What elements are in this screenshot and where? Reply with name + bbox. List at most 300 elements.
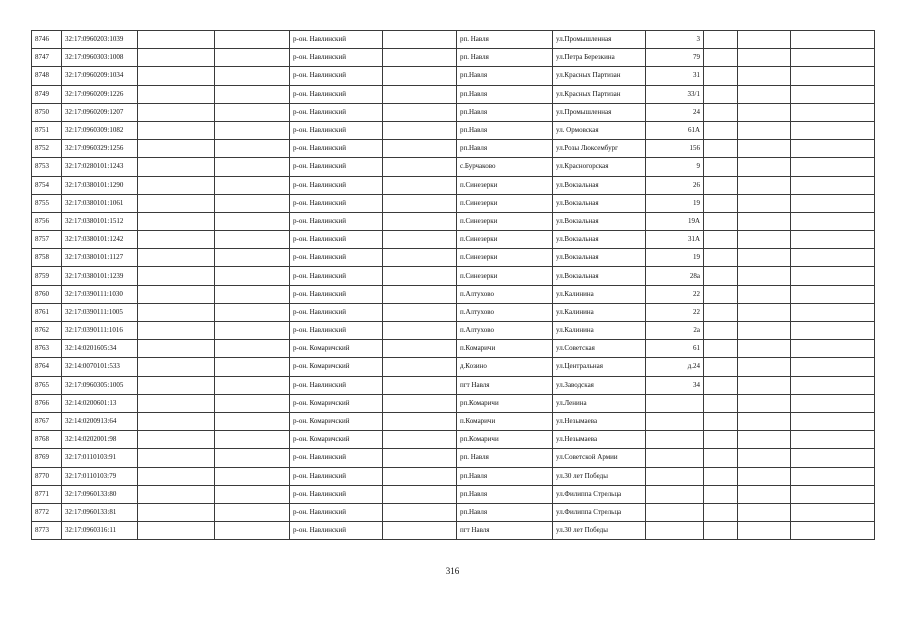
- empty-cell: [704, 467, 738, 485]
- cadastral-number-cell: 32:17:0960329:1256: [62, 140, 138, 158]
- cadastral-number-cell: 32:17:0380101:1242: [62, 231, 138, 249]
- locality-cell: пгт Навля: [457, 376, 553, 394]
- empty-cell: [791, 49, 875, 67]
- empty-cell: [383, 431, 457, 449]
- locality-cell: рп.Навля: [457, 85, 553, 103]
- empty-cell: [704, 67, 738, 85]
- empty-cell: [738, 322, 791, 340]
- row-number-cell: 8771: [32, 485, 62, 503]
- row-number-cell: 8747: [32, 49, 62, 67]
- row-number-cell: 8754: [32, 176, 62, 194]
- empty-cell: [215, 376, 290, 394]
- empty-cell: [704, 503, 738, 521]
- empty-cell: [704, 285, 738, 303]
- locality-cell: п.Алтухово: [457, 322, 553, 340]
- house-number-cell: [646, 485, 704, 503]
- table-row: [32, 285, 875, 303]
- empty-cell: [738, 285, 791, 303]
- empty-cell: [738, 267, 791, 285]
- table-row: [32, 376, 875, 394]
- empty-cell: [738, 503, 791, 521]
- street-cell: ул.30 лет Победы: [553, 467, 646, 485]
- street-cell: ул.Промышленная: [553, 103, 646, 121]
- row-number-cell: 8765: [32, 376, 62, 394]
- row-number-cell: 8772: [32, 503, 62, 521]
- empty-cell: [738, 31, 791, 49]
- empty-cell: [383, 394, 457, 412]
- empty-cell: [738, 358, 791, 376]
- empty-cell: [383, 31, 457, 49]
- cadastral-number-cell: 32:17:0960316:11: [62, 522, 138, 540]
- region-cell: р-он. Навлинский: [290, 285, 383, 303]
- empty-cell: [791, 194, 875, 212]
- row-number-cell: 8755: [32, 194, 62, 212]
- empty-cell: [138, 522, 215, 540]
- row-number-cell: 8758: [32, 249, 62, 267]
- empty-cell: [791, 358, 875, 376]
- empty-cell: [738, 431, 791, 449]
- table-row: [32, 503, 875, 521]
- locality-cell: пгт Навля: [457, 522, 553, 540]
- cadastral-number-cell: 32:17:0960203:1039: [62, 31, 138, 49]
- locality-cell: рп.Навля: [457, 67, 553, 85]
- locality-cell: рп.Комаричи: [457, 394, 553, 412]
- empty-cell: [704, 249, 738, 267]
- house-number-cell: 61: [646, 340, 704, 358]
- empty-cell: [383, 358, 457, 376]
- empty-cell: [383, 231, 457, 249]
- row-number-cell: 8748: [32, 67, 62, 85]
- cadastral-number-cell: 32:17:0960209:1226: [62, 85, 138, 103]
- street-cell: ул.Красных Партизан: [553, 67, 646, 85]
- empty-cell: [738, 212, 791, 230]
- empty-cell: [383, 285, 457, 303]
- empty-cell: [383, 103, 457, 121]
- locality-cell: п.Алтухово: [457, 303, 553, 321]
- street-cell: ул.Красногорская: [553, 158, 646, 176]
- empty-cell: [383, 176, 457, 194]
- street-cell: ул.Вокзальная: [553, 194, 646, 212]
- empty-cell: [791, 522, 875, 540]
- empty-cell: [138, 340, 215, 358]
- house-number-cell: 34: [646, 376, 704, 394]
- empty-cell: [704, 340, 738, 358]
- cadastral-number-cell: 32:17:0380101:1061: [62, 194, 138, 212]
- table-row: [32, 49, 875, 67]
- empty-cell: [791, 449, 875, 467]
- empty-cell: [138, 231, 215, 249]
- cadastral-number-cell: 32:17:0960209:1207: [62, 103, 138, 121]
- region-cell: р-он. Навлинский: [290, 103, 383, 121]
- empty-cell: [704, 31, 738, 49]
- empty-cell: [383, 249, 457, 267]
- empty-cell: [138, 249, 215, 267]
- cadastral-number-cell: 32:14:0201605:34: [62, 340, 138, 358]
- cadastral-number-cell: 32:17:0390111:1016: [62, 322, 138, 340]
- table-row: [32, 140, 875, 158]
- empty-cell: [738, 376, 791, 394]
- empty-cell: [215, 449, 290, 467]
- row-number-cell: 8753: [32, 158, 62, 176]
- cadastral-number-cell: 32:17:0390111:1030: [62, 285, 138, 303]
- street-cell: ул.Советской Армии: [553, 449, 646, 467]
- empty-cell: [383, 67, 457, 85]
- region-cell: р-он. Комаричский: [290, 358, 383, 376]
- empty-cell: [738, 176, 791, 194]
- locality-cell: п.Синезерки: [457, 194, 553, 212]
- table-row: [32, 358, 875, 376]
- empty-cell: [704, 267, 738, 285]
- locality-cell: п.Синезерки: [457, 212, 553, 230]
- empty-cell: [138, 358, 215, 376]
- street-cell: ул.Вокзальная: [553, 176, 646, 194]
- region-cell: р-он. Навлинский: [290, 467, 383, 485]
- house-number-cell: 61А: [646, 121, 704, 139]
- cadastral-number-cell: 32:17:0960133:80: [62, 485, 138, 503]
- empty-cell: [738, 194, 791, 212]
- region-cell: р-он. Комаричский: [290, 431, 383, 449]
- street-cell: ул.Вокзальная: [553, 212, 646, 230]
- empty-cell: [215, 140, 290, 158]
- empty-cell: [738, 49, 791, 67]
- street-cell: ул.Незымаева: [553, 431, 646, 449]
- row-number-cell: 8751: [32, 121, 62, 139]
- empty-cell: [791, 231, 875, 249]
- region-cell: р-он. Навлинский: [290, 231, 383, 249]
- region-cell: р-он. Навлинский: [290, 303, 383, 321]
- row-number-cell: 8762: [32, 322, 62, 340]
- empty-cell: [215, 267, 290, 285]
- table-row: [32, 522, 875, 540]
- cadastral-number-cell: 32:14:0202001:98: [62, 431, 138, 449]
- locality-cell: рп.Навля: [457, 140, 553, 158]
- region-cell: р-он. Навлинский: [290, 158, 383, 176]
- house-number-cell: 28а: [646, 267, 704, 285]
- locality-cell: п.Комаричи: [457, 412, 553, 430]
- table-row: [32, 212, 875, 230]
- empty-cell: [704, 412, 738, 430]
- empty-cell: [704, 322, 738, 340]
- empty-cell: [383, 449, 457, 467]
- empty-cell: [215, 249, 290, 267]
- empty-cell: [215, 340, 290, 358]
- empty-cell: [704, 358, 738, 376]
- house-number-cell: [646, 412, 704, 430]
- empty-cell: [791, 103, 875, 121]
- empty-cell: [738, 303, 791, 321]
- table-row: [32, 194, 875, 212]
- region-cell: р-он. Навлинский: [290, 140, 383, 158]
- empty-cell: [791, 303, 875, 321]
- empty-cell: [215, 158, 290, 176]
- empty-cell: [791, 212, 875, 230]
- region-cell: р-он. Навлинский: [290, 49, 383, 67]
- house-number-cell: 3: [646, 31, 704, 49]
- empty-cell: [215, 67, 290, 85]
- region-cell: р-он. Навлинский: [290, 121, 383, 139]
- house-number-cell: 24: [646, 103, 704, 121]
- row-number-cell: 8764: [32, 358, 62, 376]
- empty-cell: [791, 121, 875, 139]
- street-cell: ул.Калинина: [553, 322, 646, 340]
- locality-cell: д.Козино: [457, 358, 553, 376]
- empty-cell: [215, 503, 290, 521]
- empty-cell: [138, 431, 215, 449]
- house-number-cell: 31А: [646, 231, 704, 249]
- region-cell: р-он. Навлинский: [290, 67, 383, 85]
- empty-cell: [138, 103, 215, 121]
- house-number-cell: 19: [646, 194, 704, 212]
- empty-cell: [138, 322, 215, 340]
- empty-cell: [383, 340, 457, 358]
- region-cell: р-он. Комаричский: [290, 340, 383, 358]
- house-number-cell: [646, 449, 704, 467]
- page-number: 316: [445, 566, 460, 576]
- table-row: [32, 31, 875, 49]
- region-cell: р-он. Навлинский: [290, 449, 383, 467]
- region-cell: р-он. Навлинский: [290, 485, 383, 503]
- empty-cell: [138, 158, 215, 176]
- row-number-cell: 8749: [32, 85, 62, 103]
- locality-cell: рп.Навля: [457, 485, 553, 503]
- region-cell: р-он. Навлинский: [290, 194, 383, 212]
- table-row: [32, 67, 875, 85]
- empty-cell: [383, 85, 457, 103]
- locality-cell: рп. Навля: [457, 31, 553, 49]
- cadastral-number-cell: 32:17:0110103:91: [62, 449, 138, 467]
- locality-cell: рп. Навля: [457, 449, 553, 467]
- empty-cell: [704, 140, 738, 158]
- empty-cell: [704, 49, 738, 67]
- table-row: [32, 449, 875, 467]
- row-number-cell: 8761: [32, 303, 62, 321]
- empty-cell: [704, 485, 738, 503]
- table-row: [32, 103, 875, 121]
- empty-cell: [138, 503, 215, 521]
- row-number-cell: 8746: [32, 31, 62, 49]
- cadastral-number-cell: 32:14:0070101:533: [62, 358, 138, 376]
- empty-cell: [704, 176, 738, 194]
- region-cell: р-он. Навлинский: [290, 322, 383, 340]
- empty-cell: [215, 394, 290, 412]
- table-row: [32, 394, 875, 412]
- row-number-cell: 8768: [32, 431, 62, 449]
- house-number-cell: [646, 394, 704, 412]
- empty-cell: [704, 158, 738, 176]
- empty-cell: [383, 522, 457, 540]
- house-number-cell: 9: [646, 158, 704, 176]
- empty-cell: [738, 121, 791, 139]
- empty-cell: [738, 467, 791, 485]
- empty-cell: [704, 212, 738, 230]
- empty-cell: [215, 358, 290, 376]
- empty-cell: [215, 412, 290, 430]
- empty-cell: [215, 31, 290, 49]
- cadastral-number-cell: 32:14:0200601:13: [62, 394, 138, 412]
- region-cell: р-он. Навлинский: [290, 31, 383, 49]
- empty-cell: [704, 522, 738, 540]
- row-number-cell: 8763: [32, 340, 62, 358]
- empty-cell: [738, 140, 791, 158]
- empty-cell: [738, 522, 791, 540]
- house-number-cell: 26: [646, 176, 704, 194]
- empty-cell: [704, 85, 738, 103]
- empty-cell: [791, 467, 875, 485]
- empty-cell: [704, 121, 738, 139]
- house-number-cell: [646, 431, 704, 449]
- house-number-cell: 22: [646, 285, 704, 303]
- empty-cell: [215, 485, 290, 503]
- empty-cell: [383, 467, 457, 485]
- street-cell: ул.Розы Люксембург: [553, 140, 646, 158]
- empty-cell: [738, 231, 791, 249]
- empty-cell: [215, 176, 290, 194]
- empty-cell: [738, 394, 791, 412]
- row-number-cell: 8766: [32, 394, 62, 412]
- table-row: [32, 485, 875, 503]
- empty-cell: [215, 303, 290, 321]
- empty-cell: [215, 231, 290, 249]
- empty-cell: [383, 194, 457, 212]
- registry-body: [32, 31, 875, 540]
- locality-cell: рп. Навля: [457, 49, 553, 67]
- row-number-cell: 8773: [32, 522, 62, 540]
- empty-cell: [791, 394, 875, 412]
- region-cell: р-он. Навлинский: [290, 249, 383, 267]
- locality-cell: рп.Навля: [457, 103, 553, 121]
- street-cell: ул.Филиппа Стрельца: [553, 503, 646, 521]
- empty-cell: [138, 376, 215, 394]
- empty-cell: [791, 67, 875, 85]
- row-number-cell: 8767: [32, 412, 62, 430]
- locality-cell: рп.Комаричи: [457, 431, 553, 449]
- house-number-cell: 31: [646, 67, 704, 85]
- street-cell: ул.Филиппа Стрельца: [553, 485, 646, 503]
- cadastral-number-cell: 32:17:0380101:1290: [62, 176, 138, 194]
- region-cell: р-он. Комаричский: [290, 394, 383, 412]
- street-cell: ул.Петра Березкина: [553, 49, 646, 67]
- empty-cell: [138, 449, 215, 467]
- empty-cell: [791, 503, 875, 521]
- empty-cell: [738, 67, 791, 85]
- locality-cell: рп.Навля: [457, 121, 553, 139]
- cadastral-number-cell: 32:17:0110103:79: [62, 467, 138, 485]
- empty-cell: [215, 194, 290, 212]
- locality-cell: п.Алтухово: [457, 285, 553, 303]
- cadastral-number-cell: 32:17:0960133:81: [62, 503, 138, 521]
- empty-cell: [138, 303, 215, 321]
- empty-cell: [791, 140, 875, 158]
- empty-cell: [215, 212, 290, 230]
- cadastral-number-cell: 32:14:0200913:64: [62, 412, 138, 430]
- region-cell: р-он. Навлинский: [290, 212, 383, 230]
- empty-cell: [791, 285, 875, 303]
- region-cell: р-он. Навлинский: [290, 267, 383, 285]
- empty-cell: [791, 340, 875, 358]
- registry-table: [31, 30, 875, 540]
- locality-cell: с.Бурчаково: [457, 158, 553, 176]
- empty-cell: [383, 503, 457, 521]
- street-cell: ул.Промышленная: [553, 31, 646, 49]
- cadastral-number-cell: 32:17:0960209:1034: [62, 67, 138, 85]
- table-row: [32, 267, 875, 285]
- house-number-cell: 33/1: [646, 85, 704, 103]
- street-cell: ул.Вокзальная: [553, 231, 646, 249]
- empty-cell: [738, 85, 791, 103]
- house-number-cell: 22: [646, 303, 704, 321]
- empty-cell: [215, 522, 290, 540]
- street-cell: ул.Калинина: [553, 285, 646, 303]
- empty-cell: [791, 267, 875, 285]
- house-number-cell: [646, 503, 704, 521]
- table-row: [32, 412, 875, 430]
- locality-cell: п.Синезерки: [457, 249, 553, 267]
- empty-cell: [215, 285, 290, 303]
- table-row: [32, 467, 875, 485]
- empty-cell: [738, 485, 791, 503]
- empty-cell: [791, 31, 875, 49]
- empty-cell: [704, 431, 738, 449]
- empty-cell: [383, 376, 457, 394]
- house-number-cell: [646, 522, 704, 540]
- empty-cell: [383, 121, 457, 139]
- locality-cell: рп.Навля: [457, 503, 553, 521]
- empty-cell: [215, 322, 290, 340]
- empty-cell: [138, 412, 215, 430]
- empty-cell: [791, 249, 875, 267]
- row-number-cell: 8760: [32, 285, 62, 303]
- region-cell: р-он. Навлинский: [290, 85, 383, 103]
- row-number-cell: 8756: [32, 212, 62, 230]
- empty-cell: [138, 394, 215, 412]
- registry-sheet: [31, 30, 874, 540]
- house-number-cell: 19: [646, 249, 704, 267]
- empty-cell: [704, 376, 738, 394]
- cadastral-number-cell: 32:17:0380101:1239: [62, 267, 138, 285]
- region-cell: р-он. Навлинский: [290, 522, 383, 540]
- row-number-cell: 8757: [32, 231, 62, 249]
- region-cell: р-он. Навлинский: [290, 176, 383, 194]
- table-row: [32, 121, 875, 139]
- region-cell: р-он. Навлинский: [290, 503, 383, 521]
- house-number-cell: д.24: [646, 358, 704, 376]
- empty-cell: [738, 158, 791, 176]
- empty-cell: [138, 285, 215, 303]
- row-number-cell: 8752: [32, 140, 62, 158]
- locality-cell: рп.Навля: [457, 467, 553, 485]
- empty-cell: [138, 85, 215, 103]
- empty-cell: [704, 194, 738, 212]
- street-cell: ул.Калинина: [553, 303, 646, 321]
- empty-cell: [215, 49, 290, 67]
- street-cell: ул.Вокзальная: [553, 267, 646, 285]
- empty-cell: [791, 158, 875, 176]
- empty-cell: [138, 121, 215, 139]
- empty-cell: [704, 303, 738, 321]
- house-number-cell: [646, 467, 704, 485]
- cadastral-number-cell: 32:17:0960305:1005: [62, 376, 138, 394]
- empty-cell: [791, 485, 875, 503]
- empty-cell: [138, 67, 215, 85]
- empty-cell: [138, 31, 215, 49]
- empty-cell: [704, 103, 738, 121]
- house-number-cell: 2а: [646, 322, 704, 340]
- empty-cell: [138, 194, 215, 212]
- empty-cell: [791, 85, 875, 103]
- empty-cell: [215, 467, 290, 485]
- empty-cell: [383, 158, 457, 176]
- row-number-cell: 8759: [32, 267, 62, 285]
